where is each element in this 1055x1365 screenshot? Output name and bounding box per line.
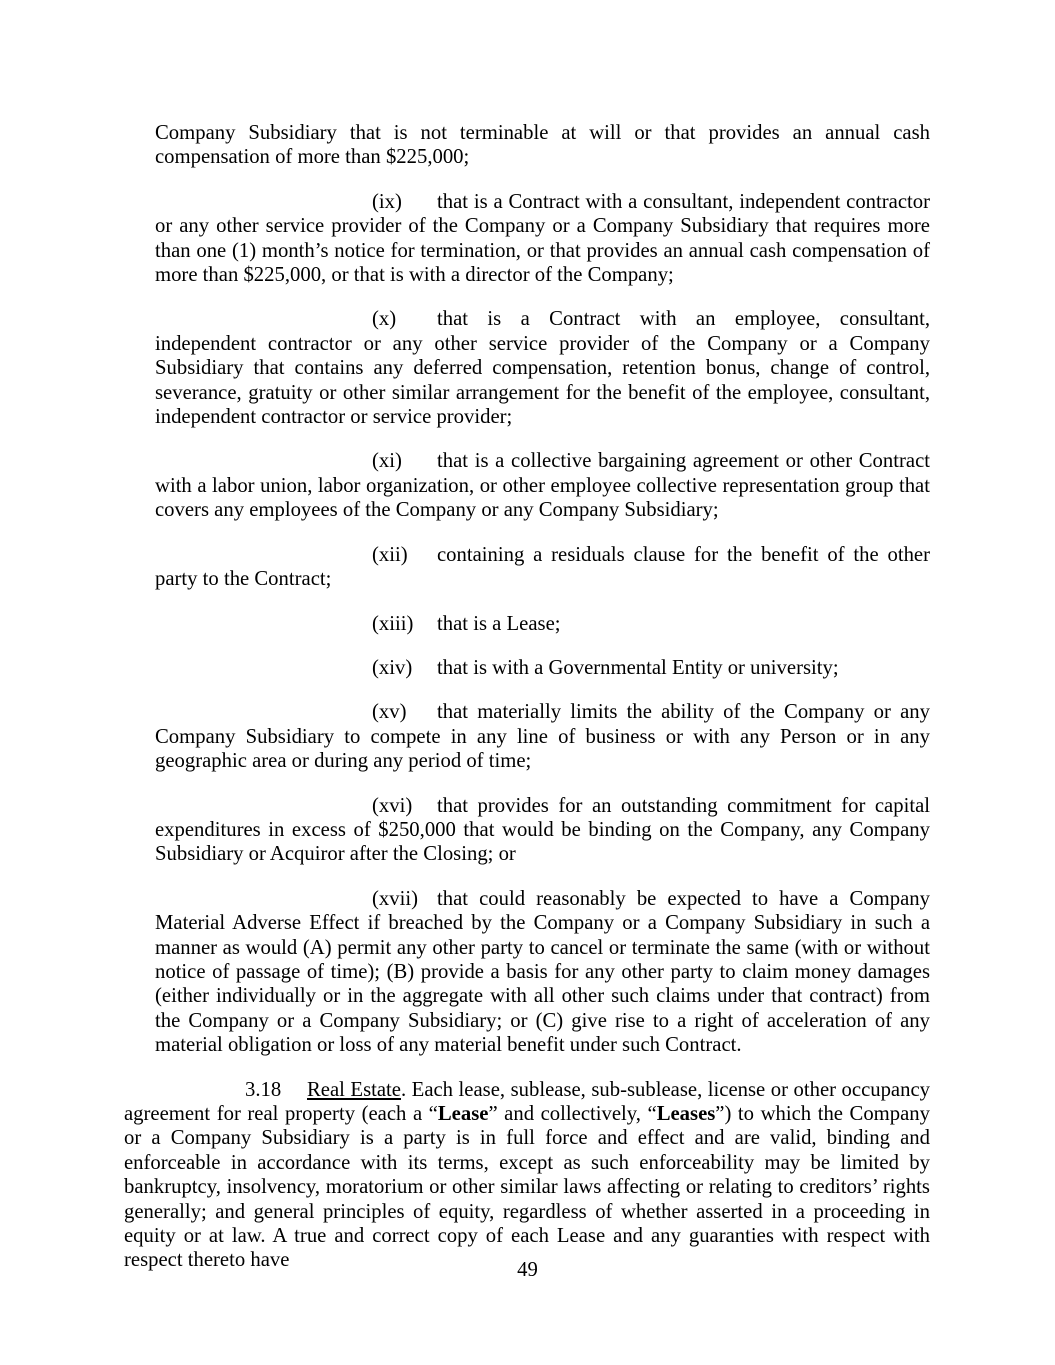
section-number: 3.18: [245, 1078, 282, 1101]
clause-text-xii: containing a residuals clause for the benefit of the other party to the Contract;: [155, 543, 930, 591]
section-3-18-paragraph: [124, 1078, 930, 1273]
clause-paragraph-xiv: [155, 656, 930, 680]
clause-label-xv: (xv): [372, 701, 407, 724]
section-body-part-3: ”) to which the Company or a Company Subsidiary is a party is in full force and effect and are valid, binding and enforceable in accordance with its terms, except as such enforceability may be limited by bankruptcy, insolvency, moratorium or other similar laws affecting or relating to creditors’ rights generally; and general principles of equity, regardless of whether asserted in a proceeding in equity or at law. A true and correct copy of each Lease and any guaranties with respect with respect thereto have: [124, 1103, 930, 1272]
clause-label-xii: (xii): [372, 543, 408, 566]
clause-paragraph-ix: [155, 190, 930, 288]
clause-label-x: (x): [372, 308, 397, 331]
clause-text-xiii: that is a Lease;: [437, 612, 561, 635]
clause-label-xiii: (xiii): [372, 612, 414, 635]
clause-text-xv: that materially limits the ability of the Company or any Company Subsidiary to compete in any line of business or with any Person or in any geographic area or during any period of time;: [155, 701, 930, 773]
clause-paragraph-xvi: [155, 794, 930, 867]
clause-text-xi: that is a collective bargaining agreement or other Contract with a labor union, labor organization, or other employee collective representation group that covers any employees of the Company or any Company Subsidiary;: [155, 450, 930, 522]
clause-text-xvi: that provides for an outstanding commitment for capital expenditures in excess of $250,000 that would be binding on the Company, any Company Subsidiary or Acquiror after the Closing; or: [155, 794, 930, 866]
page-number: 49: [517, 1259, 538, 1281]
defined-term-leases: Leases: [656, 1103, 716, 1125]
clause-text-xiv: that is with a Governmental Entity or university;: [437, 656, 839, 679]
continuation-paragraph: Company Subsidiary that is not terminable at will or that provides an annual cash compensation of more than $225,000;: [155, 122, 930, 169]
clause-label-xi: (xi): [372, 450, 402, 473]
clause-label-ix: (ix): [372, 190, 402, 213]
clause-text-ix: that is a Contract with a consultant, independent contractor or any other service provider of the Company or a Company Subsidiary that requires more than one (1) month’s notice for termination, or that provides an annual cash compensation of more than $225,000, or that is with a director of the Company;: [155, 190, 930, 287]
defined-term-lease: Lease: [437, 1103, 489, 1125]
clause-label-xvi: (xvi): [372, 794, 413, 817]
clause-paragraph-xi: [155, 449, 930, 522]
clause-paragraph-x: [155, 307, 930, 429]
section-body-part-2: ” and collectively, “: [488, 1103, 657, 1125]
clause-paragraph-xvii: [155, 887, 930, 1058]
clause-paragraph-xv: [155, 700, 930, 773]
clause-paragraph-xiii: [155, 612, 930, 636]
section-body-part-1: . Each lease, sublease, sub-sublease, license or other occupancy agreement for real property (each a “: [124, 1078, 930, 1125]
clause-label-xiv: (xiv): [372, 656, 413, 679]
clause-paragraph-xii: [155, 543, 930, 592]
clause-label-xvii: (xvii): [372, 887, 418, 910]
clause-text-x: that is a Contract with an employee, consultant, independent contractor or any other service provider of the Company or a Company Subsidiary that contains any deferred compensation, retention bonus, change of control, severance, gratuity or other similar arrangement for the benefit of the employee, consultant, independent contractor or service provider;: [155, 308, 930, 429]
section-title: Real Estate: [307, 1078, 401, 1101]
clause-text-xvii: that could reasonably be expected to have a Company Material Adverse Effect if breached by the Company or a Company Subsidiary in such a manner as would (A) permit any other party to cancel or terminate the same (with or without notice of passage of time); (B) provide a basis for any other party to claim money damages (either individually or in the aggregate with all other such claims under that contract) from the Company or a Company Subsidiary; or (C) give rise to a right of acceleration of any material obligation or loss of any material benefit under such Contract.: [155, 887, 930, 1057]
